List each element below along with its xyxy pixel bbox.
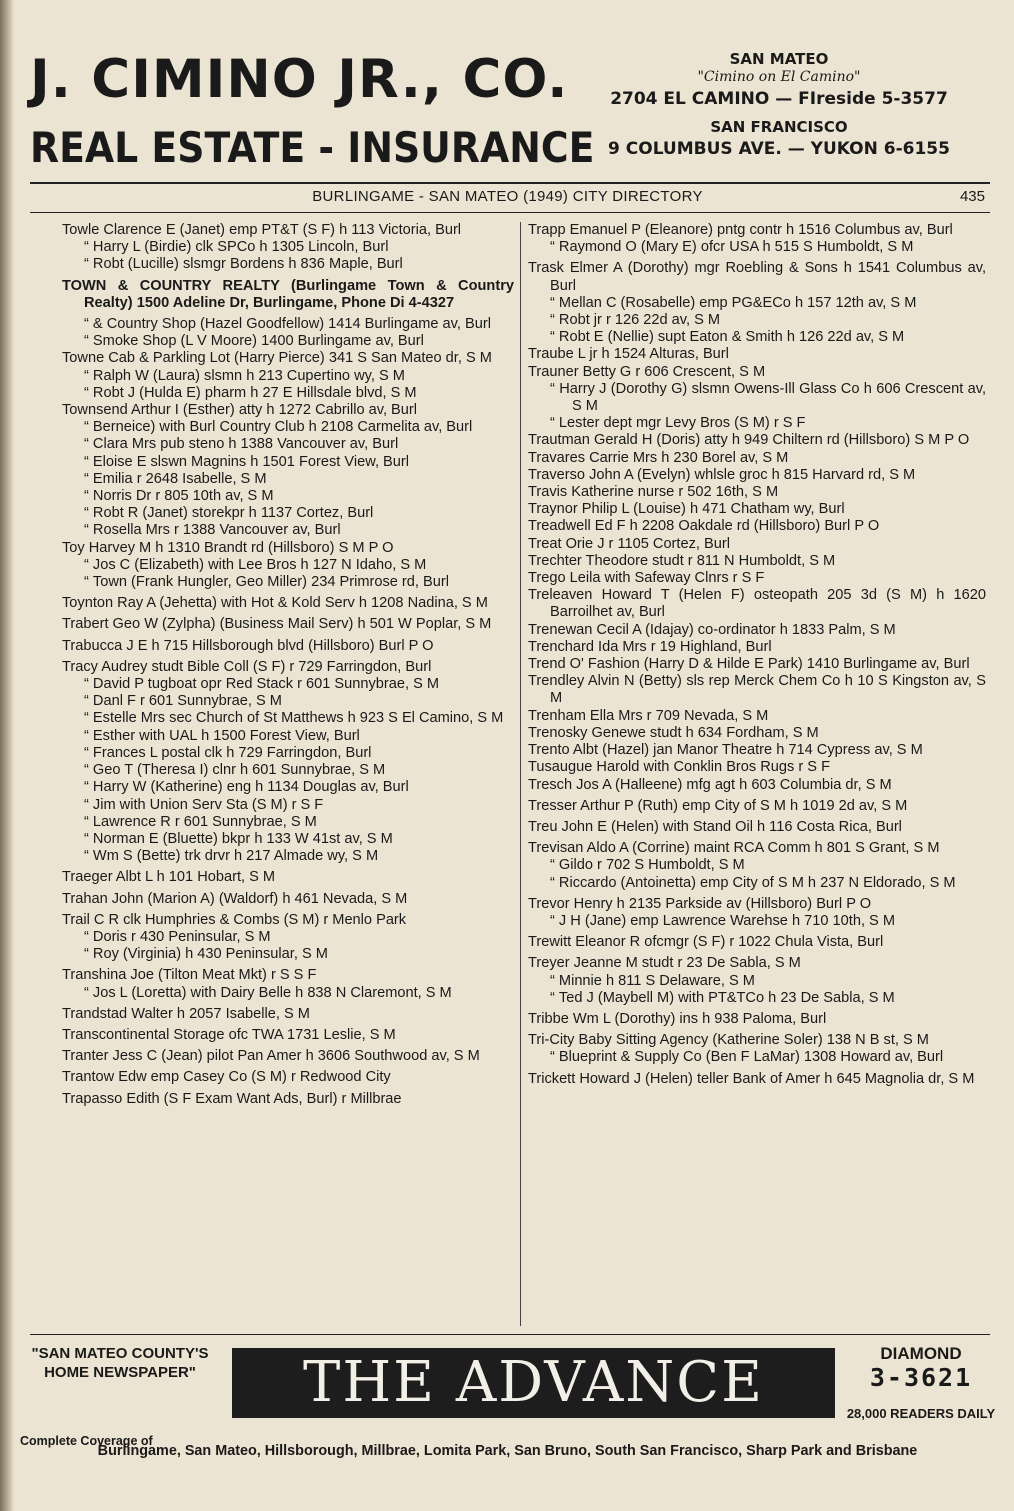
directory-entry: Trenosky Genewe studt h 634 Fordham, S M — [528, 724, 819, 741]
directory-entry: Traynor Philip L (Louise) h 471 Chatham wy, Burl — [528, 501, 845, 518]
directory-entry: “ Estelle Mrs sec Church of St Matthews h 923 S El Camino, S M — [62, 710, 514, 727]
directory-entry: “ Raymond O (Mary E) ofcr USA h 515 S Humboldt, S M — [528, 239, 986, 256]
directory-title: BURLINGAME - SAN MATEO (1949) CITY DIRECTORY — [312, 188, 703, 205]
directory-entry: “ Jos L (Loretta) with Dairy Belle h 838 N Claremont, S M — [62, 985, 514, 1002]
directory-entry: Trendley Alvin N (Betty) sls rep Merck Chem Co h 10 S Kingston av, S M — [528, 673, 986, 707]
directory-entry: Transcontinental Storage ofc TWA 1731 Leslie, S M — [62, 1026, 396, 1043]
directory-entry: Treat Orie J r 1105 Cortez, Burl — [528, 535, 730, 552]
directory-entry: Towne Cab & Parkling Lot (Harry Pierce) 341 S San Mateo dr, S M — [62, 350, 492, 367]
directory-entry: Toy Harvey M h 1310 Brandt rd (Hillsboro) S M P O — [62, 539, 394, 556]
directory-entry: “ Lester dept mgr Levy Bros (S M) r S F — [528, 415, 986, 432]
directory-entry: Treyer Jeanne M studt r 23 De Sabla, S M — [528, 955, 801, 972]
directory-entry: “ Norman E (Bluette) bkpr h 133 W 41st av, S M — [62, 831, 514, 848]
directory-entry: “ Geo T (Theresa I) clnr h 601 Sunnybrae, S M — [62, 762, 514, 779]
directory-entry: Trenewan Cecil A (Idajay) co-ordinator h 1833 Palm, S M — [528, 621, 896, 638]
listings-column-left — [62, 222, 514, 1108]
directory-entry: “ Harry J (Dorothy G) slsmn Owens-Ill Glass Co h 606 Crescent av, S M — [528, 381, 986, 415]
phone-exchange: DIAMOND — [880, 1344, 962, 1363]
directory-entry: “ Doris r 430 Peninsular, S M — [62, 929, 514, 946]
directory-entry: “ Danl F r 601 Sunnybrae, S M — [62, 693, 514, 710]
directory-entry: Trask Elmer A (Dorothy) mgr Roebling & Sons h 1541 Columbus av, Burl — [528, 260, 986, 294]
directory-entry: “ Lawrence R r 601 Sunnybrae, S M — [62, 814, 514, 831]
directory-entry: “ Jos C (Elizabeth) with Lee Bros h 127 N Idaho, S M — [62, 557, 514, 574]
advertiser-offices — [568, 50, 990, 162]
directory-entry: Trewitt Eleanor R ofcmgr (S F) r 1022 Chula Vista, Burl — [528, 934, 884, 951]
directory-entry: Treu John E (Helen) with Stand Oil h 116 Costa Rica, Burl — [528, 818, 902, 835]
directory-entry: “ Blueprint & Supply Co (Ben F LaMar) 1308 Howard av, Burl — [528, 1049, 986, 1066]
directory-entry: Tusaugue Harold with Conklin Bros Rugs r S F — [528, 759, 831, 776]
directory-entry: “ Robt jr r 126 22d av, S M — [528, 312, 986, 329]
directory-entry: Trenchard Ida Mrs r 19 Highland, Burl — [528, 638, 772, 655]
directory-entry: Trandstad Walter h 2057 Isabelle, S M — [62, 1005, 310, 1022]
directory-entry: Trend O' Fashion (Harry D & Hilde E Park) 1410 Burlingame av, Burl — [528, 656, 970, 673]
listings-column-right — [528, 222, 986, 1088]
advertiser-services: REAL ESTATE - INSURANCE — [30, 123, 595, 172]
directory-entry: Trechter Theodore studt r 811 N Humboldt, S M — [528, 552, 836, 569]
directory-entry: Treleaven Howard T (Helen F) osteopath 205 3d (S M) h 1620 Barroilhet av, Burl — [528, 587, 986, 621]
directory-entry: “ Clara Mrs pub steno h 1388 Vancouver av, Burl — [62, 436, 514, 453]
directory-entry: Treadwell Ed F h 2208 Oakdale rd (Hillsboro) Burl P O — [528, 518, 880, 535]
header-rule — [30, 182, 990, 184]
directory-entry: Trabucca J E h 715 Hillsborough blvd (Hillsboro) Burl P O — [62, 637, 434, 654]
slogan-text: "SAN MATEO COUNTY'S HOME NEWSPAPER" — [31, 1345, 209, 1381]
directory-entry: Traube L jr h 1524 Alturas, Burl — [528, 346, 729, 363]
directory-entry: Trahan John (Marion A) (Waldorf) h 461 Nevada, S M — [62, 890, 408, 907]
directory-entry: “ Harry W (Katherine) eng h 1134 Douglas av, Burl — [62, 779, 514, 796]
page-number: 435 — [959, 188, 985, 205]
advertiser-name: J. CIMINO JR., CO. — [30, 49, 569, 110]
newspaper-slogan — [20, 1344, 220, 1448]
directory-entry: Townsend Arthur I (Esther) atty h 1272 Cabrillo av, Burl — [62, 402, 418, 419]
phone-number: 3-3621 — [869, 1363, 973, 1392]
directory-entry: Towle Clarence E (Janet) emp PT&T (S F) h 113 Victoria, Burl — [62, 222, 462, 238]
directory-entry: Tranter Jess C (Jean) pilot Pan Amer h 3606 Southwood av, S M — [62, 1048, 480, 1065]
directory-entry: “ Rosella Mrs r 1388 Vancouver av, Burl — [62, 522, 514, 539]
directory-entry: “ Harry L (Birdie) clk SPCo h 1305 Lincoln, Burl — [62, 239, 514, 256]
newspaper-masthead: THE ADVANCE — [232, 1348, 835, 1418]
office-address-san-francisco: 9 COLUMBUS AVE. — YUKON 6-6155 — [608, 139, 950, 159]
directory-entry: “ Robt J (Hulda E) pharm h 27 E Hillsdale blvd, S M — [62, 385, 514, 402]
directory-entry: “ Ted J (Maybell M) with PT&TCo h 23 De Sabla, S M — [528, 990, 986, 1007]
directory-entry: Trail C R clk Humphries & Combs (S M) r Menlo Park — [62, 911, 407, 928]
directory-entry: “ Ralph W (Laura) slsmn h 213 Cupertino wy, S M — [62, 368, 514, 385]
directory-entry: “ Mellan C (Rosabelle) emp PG&ECo h 157 12th av, S M — [528, 295, 986, 312]
directory-entry: “ Robt R (Janet) storekpr h 1137 Cortez, Burl — [62, 505, 514, 522]
directory-entry: Trauner Betty G r 606 Crescent, S M — [528, 363, 766, 380]
page-binding-edge — [0, 0, 14, 1511]
directory-entry: Toynton Ray A (Jehetta) with Hot & Kold Serv h 1208 Nadina, S M — [62, 595, 488, 612]
directory-entry: Trantow Edw emp Casey Co (S M) r Redwood City — [62, 1069, 391, 1086]
directory-entry: “ Norris Dr r 805 10th av, S M — [62, 488, 514, 505]
coverage-areas: Burlingame, San Mateo, Hillsborough, Millbrae, Lomita Park, San Bruno, South San Francisco, Sharp Park and Brisbane — [97, 1443, 918, 1459]
directory-entry: “ Esther with UAL h 1500 Forest View, Burl — [62, 728, 514, 745]
directory-entry: “ Town (Frank Hungler, Geo Miller) 234 Primrose rd, Burl — [62, 574, 514, 591]
directory-entry: Tresch Jos A (Halleene) mfg agt h 603 Columbia dr, S M — [528, 776, 892, 793]
header-underline — [30, 212, 990, 213]
directory-entry: Trickett Howard J (Helen) teller Bank of Amer h 645 Magnolia dr, S M — [528, 1070, 975, 1087]
directory-entry: Trego Leila with Safeway Clnrs r S F — [528, 570, 765, 587]
directory-entry: “ Gildo r 702 S Humboldt, S M — [528, 857, 986, 874]
directory-entry: Travares Carrie Mrs h 230 Borel av, S M — [528, 449, 789, 466]
directory-entry: Trapp Emanuel P (Eleanore) pntg contr h 1516 Columbus av, Burl — [528, 222, 953, 238]
directory-entry: “ J H (Jane) emp Lawrence Warehse h 710 10th, S M — [528, 913, 986, 930]
directory-entry: Tracy Audrey studt Bible Coll (S F) r 729 Farringdon, Burl — [62, 658, 432, 675]
readership: 28,000 READERS DAILY — [846, 1406, 996, 1421]
coverage-label: Complete Coverage of — [20, 1434, 153, 1448]
directory-entry: “ Frances L postal clk h 729 Farringdon, Burl — [62, 745, 514, 762]
column-divider — [520, 222, 521, 1326]
cimino-advertisement — [30, 50, 990, 180]
directory-entry: “ David P tugboat opr Red Stack r 601 Sunnybrae, S M — [62, 676, 514, 693]
directory-entry: “ & Country Shop (Hazel Goodfellow) 1414 Burlingame av, Burl — [62, 316, 514, 333]
directory-entry: Trapasso Edith (S F Exam Want Ads, Burl) r Millbrae — [62, 1090, 402, 1107]
office-city-san-mateo: SAN MATEO — [729, 50, 829, 68]
directory-entry: Tri-City Baby Sitting Agency (Katherine Soler) 138 N B st, S M — [528, 1032, 929, 1049]
directory-entry: Trabert Geo W (Zylpha) (Business Mail Serv) h 501 W Poplar, S M — [62, 616, 492, 633]
directory-entry: “ Robt (Lucille) slsmgr Bordens h 836 Maple, Burl — [62, 256, 514, 273]
directory-entry: “ Jim with Union Serv Sta (S M) r S F — [62, 797, 514, 814]
directory-entry: Travis Katherine nurse r 502 16th, S M — [528, 484, 779, 501]
directory-entry: “ Roy (Virginia) h 430 Peninsular, S M — [62, 946, 514, 963]
directory-entry: Trevisan Aldo A (Corrine) maint RCA Comm h 801 S Grant, S M — [528, 840, 940, 857]
office-city-san-francisco: SAN FRANCISCO — [710, 118, 848, 136]
office-address-san-mateo: 2704 EL CAMINO — FIreside 5-3577 — [610, 89, 948, 109]
directory-entry: Tribbe Wm L (Dorothy) ins h 938 Paloma, Burl — [528, 1010, 827, 1027]
directory-entry: Tresser Arthur P (Ruth) emp City of S M h 1019 2d av, S M — [528, 797, 908, 814]
directory-entry: Trenham Ella Mrs r 709 Nevada, S M — [528, 707, 769, 724]
directory-entry: “ Berneice) with Burl Country Club h 2108 Carmelita av, Burl — [62, 419, 514, 436]
directory-entry: Trautman Gerald H (Doris) atty h 949 Chiltern rd (Hillsboro) S M P O — [528, 432, 970, 449]
directory-entry: “ Wm S (Bette) trk drvr h 217 Almade wy, S M — [62, 848, 514, 865]
directory-entry: TOWN & COUNTRY REALTY (Burlingame Town & Country Realty) 1500 Adeline Dr, Burlingame, Phone Di 4-4327 — [62, 277, 514, 311]
directory-entry: “ Eloise E slswn Magnins h 1501 Forest View, Burl — [62, 454, 514, 471]
advance-advertisement — [20, 1338, 995, 1488]
directory-entry: Trento Albt (Hazel) jan Manor Theatre h 714 Cypress av, S M — [528, 742, 923, 759]
office-tagline: "Cimino on El Camino" — [697, 69, 861, 85]
running-header — [30, 188, 985, 210]
directory-entry: “ Emilia r 2648 Isabelle, S M — [62, 471, 514, 488]
directory-entry: “ Smoke Shop (L V Moore) 1400 Burlingame av, Burl — [62, 333, 514, 350]
directory-entry: “ Minnie h 811 S Delaware, S M — [528, 973, 986, 990]
footer-rule — [30, 1334, 990, 1335]
directory-entry: Trevor Henry h 2135 Parkside av (Hillsboro) Burl P O — [528, 895, 872, 912]
directory-entry: Traeger Albt L h 101 Hobart, S M — [62, 869, 276, 886]
newspaper-contact — [846, 1344, 996, 1421]
directory-entry: Traverso John A (Evelyn) whlsle groc h 815 Harvard rd, S M — [528, 466, 916, 483]
directory-entry: “ Riccardo (Antoinetta) emp City of S M h 237 N Eldorado, S M — [528, 875, 986, 892]
directory-entry: Transhina Joe (Tilton Meat Mkt) r S S F — [62, 967, 317, 984]
directory-entry: “ Robt E (Nellie) supt Eaton & Smith h 126 22d av, S M — [528, 329, 986, 346]
